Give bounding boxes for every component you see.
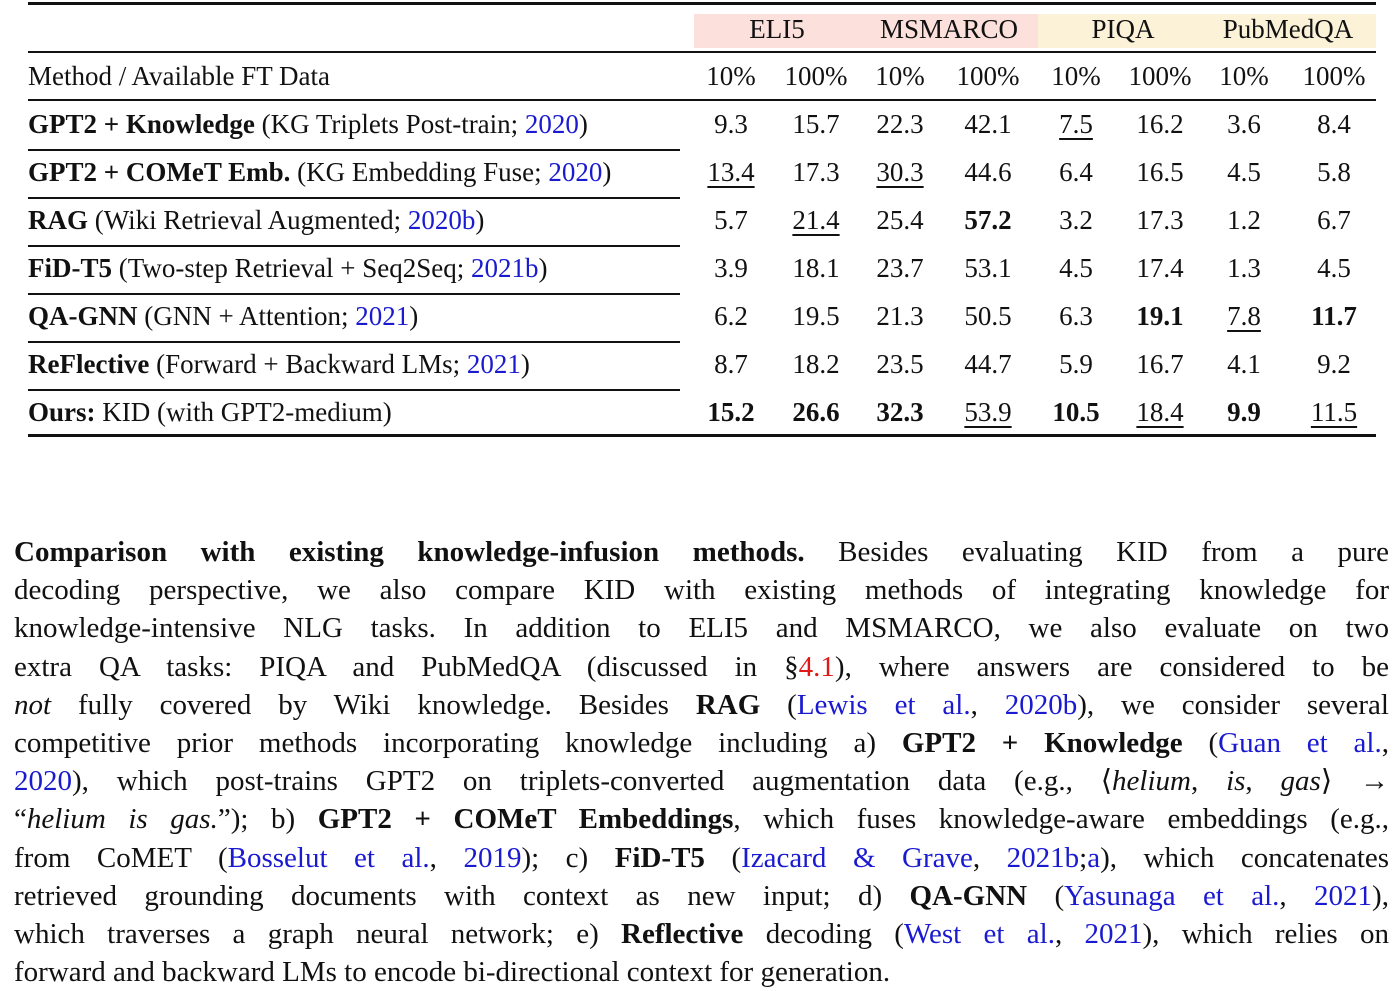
method-desc: (KG Triplets Post-train;	[254, 109, 525, 139]
method-cell	[28, 251, 548, 285]
method-cell	[28, 107, 588, 141]
citation-link[interactable]: 2020b	[407, 205, 476, 235]
row-divider	[28, 197, 680, 199]
text-run: decoding perspective, we also compare KID with existing methods of integrating knowledge for	[14, 574, 1389, 607]
text-run: knowledge-intensive NLG tasks. In addition to ELI5 and MSMARCO, we also evaluate on two	[14, 612, 1389, 645]
score-cell	[691, 347, 771, 381]
score-cell	[776, 395, 856, 429]
text-run: ), we consider several	[1077, 688, 1389, 721]
text-run: ,	[1381, 726, 1389, 759]
text-run: decoding (	[743, 917, 904, 950]
paragraph-line	[14, 571, 1389, 609]
row-divider	[28, 341, 680, 343]
score-value: 4.5	[1317, 253, 1351, 283]
text-run: ”); b)	[217, 803, 318, 836]
score-cell	[1204, 299, 1284, 333]
score-value: 57.2	[964, 205, 1012, 235]
score-value: 25.4	[876, 205, 924, 235]
score-value: 4.5	[1227, 157, 1261, 187]
score-cell	[1036, 203, 1116, 237]
paragraph-line	[14, 686, 1389, 724]
score-cell	[948, 107, 1028, 141]
score-cell	[860, 155, 940, 189]
score-value: 9.2	[1317, 349, 1351, 379]
score-cell	[948, 203, 1028, 237]
score-cell	[948, 395, 1028, 429]
citation-link[interactable]: 2021	[1084, 917, 1143, 950]
score-value: 30.3	[876, 157, 924, 187]
score-cell	[1120, 347, 1200, 381]
score-cell	[1294, 299, 1374, 333]
dataset-header-pubmedqa: PubMedQA	[1222, 14, 1354, 44]
score-value: 11.5	[1310, 397, 1358, 427]
score-value: 15.7	[792, 109, 840, 139]
citation-link[interactable]: Bosselut et al.	[227, 841, 430, 874]
text-run: ,	[1190, 765, 1227, 798]
score-cell	[1294, 155, 1374, 189]
citation-link[interactable]: 2020	[548, 157, 603, 187]
score-value: 26.6	[792, 397, 840, 427]
score-value: 16.2	[1136, 109, 1184, 139]
score-cell	[1120, 395, 1200, 429]
score-cell	[860, 107, 940, 141]
score-value: 10.5	[1052, 397, 1100, 427]
citation-link[interactable]: Izacard & Grave	[741, 841, 973, 874]
score-value: 6.3	[1059, 301, 1093, 331]
split-header: 10%	[1219, 61, 1269, 91]
row-divider	[28, 293, 680, 295]
score-value: 50.5	[964, 301, 1012, 331]
score-value: 17.4	[1136, 253, 1184, 283]
score-value: 11.7	[1311, 301, 1357, 331]
score-value: 9.3	[714, 109, 748, 139]
method-name: RAG	[28, 205, 88, 235]
text-run: ,	[1054, 917, 1085, 950]
citation-link[interactable]: 2021	[355, 301, 410, 331]
citation-link[interactable]: Yasunaga et al.	[1064, 879, 1280, 912]
text-run: ,	[970, 688, 1005, 721]
split-header: 100%	[956, 61, 1020, 91]
paragraph-line	[14, 877, 1389, 915]
score-cell	[776, 155, 856, 189]
split-header: 10%	[1051, 61, 1101, 91]
method-desc: (GNN + Attention;	[137, 301, 356, 331]
paragraph-line	[14, 609, 1389, 647]
text-run: retrieved grounding documents with context as new input; d)	[14, 879, 910, 912]
score-value: 5.9	[1059, 349, 1093, 379]
score-cell	[1204, 395, 1284, 429]
score-cell	[1036, 107, 1116, 141]
method-desc-end: )	[475, 205, 485, 235]
score-cell	[1036, 347, 1116, 381]
score-value: 22.3	[876, 109, 924, 139]
text-run: ),	[1372, 879, 1389, 912]
text-run: (	[1182, 726, 1219, 759]
bold-term: GPT2 + Knowledge	[901, 726, 1183, 759]
bottom-rule	[28, 434, 1376, 437]
citation-link[interactable]: 2020	[14, 765, 72, 798]
score-cell	[691, 395, 771, 429]
method-name: ReFlective	[28, 349, 150, 379]
text-run: ), which post-trains GPT2 on triplets-converted augmentation data (e.g., ⟨	[72, 765, 1113, 798]
text-run: Besides evaluating KID from a pure	[804, 536, 1389, 568]
bold-term: GPT2 + COMeT Embeddings	[317, 803, 734, 836]
score-cell	[948, 347, 1028, 381]
score-value: 5.7	[714, 205, 748, 235]
text-run: ), which relies on	[1142, 917, 1390, 950]
text-run: ,	[972, 841, 1007, 874]
score-cell	[1294, 251, 1374, 285]
text-run: ); c)	[521, 841, 615, 874]
score-value: 18.2	[792, 349, 840, 379]
score-value: 16.7	[1136, 349, 1184, 379]
method-desc: KID (with GPT2-medium)	[95, 397, 392, 427]
text-run: extra QA tasks: PIQA and PubMedQA (discussed in §	[14, 650, 799, 683]
text-run: ), which concatenates	[1100, 841, 1390, 874]
score-value: 42.1	[964, 109, 1012, 139]
paragraph-line	[14, 915, 1389, 953]
score-value: 44.7	[964, 349, 1012, 379]
score-cell	[1120, 155, 1200, 189]
text-run: fully covered by Wiki knowledge. Besides	[51, 688, 696, 721]
citation-link[interactable]: West et al.	[903, 917, 1055, 950]
method-cell	[28, 347, 530, 381]
italic-text: not	[14, 688, 52, 721]
method-desc-end: )	[538, 253, 548, 283]
paragraph-line	[14, 724, 1389, 762]
score-value: 32.3	[876, 397, 924, 427]
score-value: 16.5	[1136, 157, 1184, 187]
citation-link[interactable]: Guan et al.	[1218, 726, 1382, 759]
score-value: 53.1	[964, 253, 1012, 283]
score-cell	[1120, 299, 1200, 333]
method-desc: (Wiki Retrieval Augmented;	[88, 205, 408, 235]
method-name: Ours:	[28, 397, 96, 427]
row-divider	[28, 389, 680, 391]
score-cell	[691, 155, 771, 189]
split-header: 10%	[706, 61, 756, 91]
text-run: competitive prior methods incorporating knowledge including a)	[14, 726, 902, 759]
method-desc-end: )	[578, 109, 588, 139]
text-run: ), where answers are considered to be	[834, 650, 1390, 683]
method-cell	[28, 395, 392, 429]
italic-text: helium is gas.	[26, 803, 218, 836]
score-cell	[1036, 395, 1116, 429]
bold-term: Comparison with existing knowledge-infusion methods.	[14, 536, 805, 568]
citation-link[interactable]: 2020	[524, 109, 579, 139]
text-run: from CoMET (	[14, 841, 228, 874]
score-cell	[776, 299, 856, 333]
citation-link[interactable]: a	[1087, 841, 1101, 874]
bold-term: QA-GNN	[909, 879, 1028, 912]
text-run: ,	[1245, 765, 1281, 798]
score-value: 8.7	[714, 349, 748, 379]
score-cell	[860, 251, 940, 285]
text-run: ⟩ →	[1320, 765, 1390, 798]
score-cell	[1204, 203, 1284, 237]
score-value: 3.9	[714, 253, 748, 283]
score-value: 18.4	[1136, 397, 1184, 427]
paragraph-line	[14, 533, 1389, 571]
citation-link[interactable]: 2020b	[1004, 688, 1078, 721]
score-cell	[1036, 155, 1116, 189]
score-value: 21.3	[876, 301, 924, 331]
text-run: (	[760, 688, 797, 721]
bold-term: FiD-T5	[614, 841, 705, 874]
score-cell	[1120, 251, 1200, 285]
score-cell	[691, 203, 771, 237]
score-value: 18.1	[792, 253, 840, 283]
text-run: forward and backward LMs to encode bi-directional context for generation.	[14, 956, 891, 989]
method-name: GPT2 + COMeT Emb.	[28, 157, 291, 187]
text-run: (	[1027, 879, 1065, 912]
paragraph-line	[14, 953, 1389, 991]
score-cell	[1036, 251, 1116, 285]
section-ref-link[interactable]: 4.1	[798, 650, 835, 683]
text-run: , which fuses knowledge-aware embeddings (e.g.,	[733, 803, 1389, 836]
score-cell	[691, 107, 771, 141]
body-paragraph	[14, 533, 1389, 991]
score-cell	[1294, 347, 1374, 381]
score-cell	[1204, 107, 1284, 141]
score-value: 17.3	[1136, 205, 1184, 235]
text-run: “	[14, 803, 27, 836]
citation-link[interactable]: Lewis et al.	[796, 688, 971, 721]
paragraph-line	[14, 648, 1389, 686]
score-cell	[860, 347, 940, 381]
citation-link[interactable]: 2021b	[1006, 841, 1080, 874]
method-desc: (Two-step Retrieval + Seq2Seq;	[112, 253, 472, 283]
score-value: 23.7	[876, 253, 924, 283]
score-value: 7.8	[1227, 301, 1261, 331]
bold-term: Reflective	[621, 917, 744, 950]
score-cell	[1294, 107, 1374, 141]
dataset-header-eli5: ELI5	[749, 14, 805, 44]
row-divider	[28, 245, 680, 247]
score-cell	[948, 299, 1028, 333]
paragraph-line	[14, 839, 1389, 877]
score-value: 6.7	[1317, 205, 1351, 235]
score-value: 15.2	[707, 397, 755, 427]
split-header: 100%	[1128, 61, 1192, 91]
score-cell	[1294, 203, 1374, 237]
score-value: 3.2	[1059, 205, 1093, 235]
italic-text: helium	[1112, 765, 1191, 798]
score-value: 4.1	[1227, 349, 1261, 379]
score-cell	[776, 251, 856, 285]
score-cell	[1204, 347, 1284, 381]
paragraph-line	[14, 762, 1389, 800]
paragraph-line	[14, 800, 1389, 838]
italic-text: gas	[1280, 765, 1321, 798]
score-value: 8.4	[1317, 109, 1351, 139]
method-desc-end: )	[409, 301, 419, 331]
score-cell	[1036, 299, 1116, 333]
score-cell	[1294, 395, 1374, 429]
subheader-rule	[28, 99, 1376, 101]
score-value: 9.9	[1227, 397, 1261, 427]
text-run: (	[704, 841, 742, 874]
score-value: 19.5	[792, 301, 840, 331]
citation-link[interactable]: 2021b	[471, 253, 539, 283]
score-cell	[776, 203, 856, 237]
score-value: 1.3	[1227, 253, 1261, 283]
score-value: 3.6	[1227, 109, 1261, 139]
score-value: 17.3	[792, 157, 840, 187]
dataset-header-piqa: PIQA	[1091, 14, 1155, 44]
score-value: 13.4	[707, 157, 755, 187]
citation-link[interactable]: 2021	[1314, 879, 1373, 912]
method-cell	[28, 299, 418, 333]
citation-link[interactable]: 2021	[466, 349, 521, 379]
score-cell	[776, 107, 856, 141]
score-value: 7.5	[1059, 109, 1093, 139]
text-run: which traverses a graph neural network; e)	[14, 917, 622, 950]
score-value: 23.5	[876, 349, 924, 379]
method-cell	[28, 203, 484, 237]
score-value: 53.9	[964, 397, 1012, 427]
method-desc: (Forward + Backward LMs;	[149, 349, 467, 379]
score-cell	[860, 299, 940, 333]
bold-term: RAG	[695, 688, 761, 721]
score-cell	[1120, 203, 1200, 237]
row-divider	[28, 149, 680, 151]
score-value: 21.4	[792, 205, 840, 235]
method-name: GPT2 + Knowledge	[28, 109, 255, 139]
split-header: 100%	[1302, 61, 1366, 91]
method-name: QA-GNN	[28, 301, 138, 331]
method-desc: (KG Embedding Fuse;	[290, 157, 549, 187]
score-cell	[948, 155, 1028, 189]
text-run: ,	[429, 841, 464, 874]
split-header: 100%	[784, 61, 848, 91]
score-cell	[1204, 251, 1284, 285]
method-name: FiD-T5	[28, 253, 112, 283]
score-cell	[948, 251, 1028, 285]
method-cell	[28, 155, 611, 189]
score-value: 1.2	[1227, 205, 1261, 235]
text-run: ;	[1079, 841, 1088, 874]
score-value: 6.4	[1059, 157, 1093, 187]
text-run: ,	[1279, 879, 1315, 912]
dataset-header-msmarco: MSMARCO	[879, 14, 1019, 44]
score-value: 19.1	[1136, 301, 1184, 331]
score-cell	[1204, 155, 1284, 189]
score-cell	[860, 203, 940, 237]
method-desc-end: )	[602, 157, 612, 187]
score-value: 5.8	[1317, 157, 1351, 187]
method-column-header: Method / Available FT Data	[28, 61, 330, 91]
score-cell	[691, 299, 771, 333]
score-cell	[1120, 107, 1200, 141]
split-header: 10%	[875, 61, 925, 91]
score-cell	[776, 347, 856, 381]
citation-link[interactable]: 2019	[463, 841, 522, 874]
score-value: 6.2	[714, 301, 748, 331]
italic-text: is	[1226, 765, 1246, 798]
header-rule	[28, 51, 1376, 53]
score-value: 44.6	[964, 157, 1012, 187]
top-rule	[28, 2, 1376, 5]
score-value: 4.5	[1059, 253, 1093, 283]
score-cell	[860, 395, 940, 429]
score-cell	[691, 251, 771, 285]
method-desc-end: )	[520, 349, 530, 379]
